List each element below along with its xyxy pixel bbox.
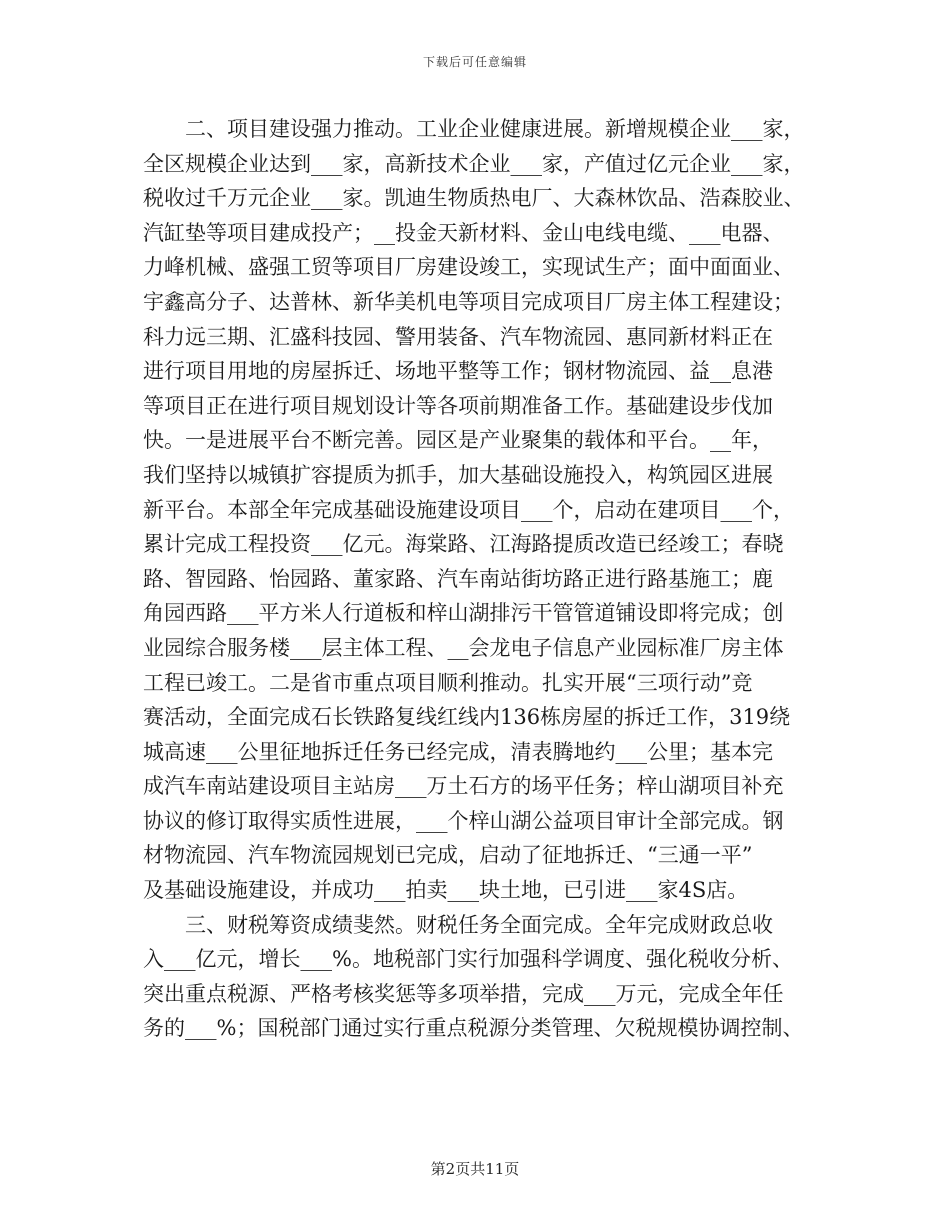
body-line: 进行项目用地的房屋拆迁、场地平整等工作；钢材物流园、益__息港	[143, 359, 773, 384]
body-line: 力峰机械、盛强工贸等项目厂房建设竣工，实现试生产；面中面面业、	[143, 255, 794, 280]
body-line: 业园综合服务楼___层主体工程、__会龙电子信息产业园标准厂房主体	[143, 635, 784, 660]
body-line: 二、项目建设强力推动。工业企业健康进展。新增规模企业___家，	[143, 117, 805, 141]
body-line: 角园西路___平方米人行道板和梓山湖排污干管管道铺设即将完成；创	[143, 601, 784, 626]
body-line: 城高速___公里征地拆迁任务已经完成，清表腾地约___公里；基本完	[143, 739, 773, 764]
document-body	[143, 112, 823, 1046]
body-line: 科力远三期、汇盛科技园、警用装备、汽车物流园、惠同新材料正在	[143, 324, 773, 349]
body-line: 赛活动，全面完成石长铁路复线红线内136栋房屋的拆迁工作，319绕	[143, 705, 791, 730]
body-line: 全区规模企业达到___家，高新技术企业___家，产值过亿元企业___家，	[143, 151, 805, 176]
body-line: 三、财税筹资成绩斐然。财税任务全面完成。全年完成财政总收	[143, 912, 773, 937]
body-line: 宇鑫高分子、达普林、新华美机电等项目完成项目厂房主体工程建设；	[143, 289, 794, 314]
page-number-footer: 第2页共11页	[430, 1160, 520, 1178]
body-line: 入___亿元，增长___%。地税部门实行加强科学调度、强化税收分析、	[143, 947, 793, 972]
body-line: 税收过千万元企业___家。凯迪生物质热电厂、大森林饮品、浩森胶业、	[143, 186, 805, 211]
body-line: 新平台。本部全年完成基础设施建设项目___个，启动在建项目___个，	[143, 497, 794, 522]
body-line: 成汽车南站建设项目主站房___万土石方的场平任务；梓山湖项目补充	[143, 774, 784, 799]
body-line: 及基础设施建设，并成功___拍卖___块土地，已引进___家4S店。	[143, 878, 749, 903]
body-line: 累计完成工程投资___亿元。海棠路、江海路提质改造已经竣工；春晓	[143, 532, 784, 557]
body-line: 等项目正在进行项目规划设计等各项前期准备工作。基础建设步伐加	[143, 393, 773, 418]
body-line: 务的___%；国税部门通过实行重点税源分类管理、欠税规模协调控制、	[143, 1016, 804, 1041]
body-line: 材物流园、汽车物流园规划已完成，启动了征地拆迁、“三通一平”	[143, 843, 753, 868]
body-line: 快。一是进展平台不断完善。园区是产业聚集的载体和平台。__年，	[143, 428, 773, 453]
page-header-note: 下载后可任意编辑	[422, 55, 527, 69]
body-line: 我们坚持以城镇扩容提质为抓手，加大基础设施投入，构筑园区进展	[143, 462, 773, 487]
body-line: 协议的修订取得实质性进展，___个梓山湖公益项目审计全部完成。钢	[143, 808, 784, 833]
body-line: 路、智园路、怡园路、董家路、汽车南站街坊路正进行路基施工；鹿	[143, 566, 773, 591]
body-line: 汽缸垫等项目建成投产；__投金天新材料、金山电线电缆、___电器、	[143, 220, 784, 245]
body-line: 工程已竣工。二是省市重点项目顺利推动。扎实开展“三项行动”竞	[143, 670, 753, 695]
body-line: 突出重点税源、严格考核奖惩等多项举措，完成___万元，完成全年任	[143, 981, 784, 1006]
